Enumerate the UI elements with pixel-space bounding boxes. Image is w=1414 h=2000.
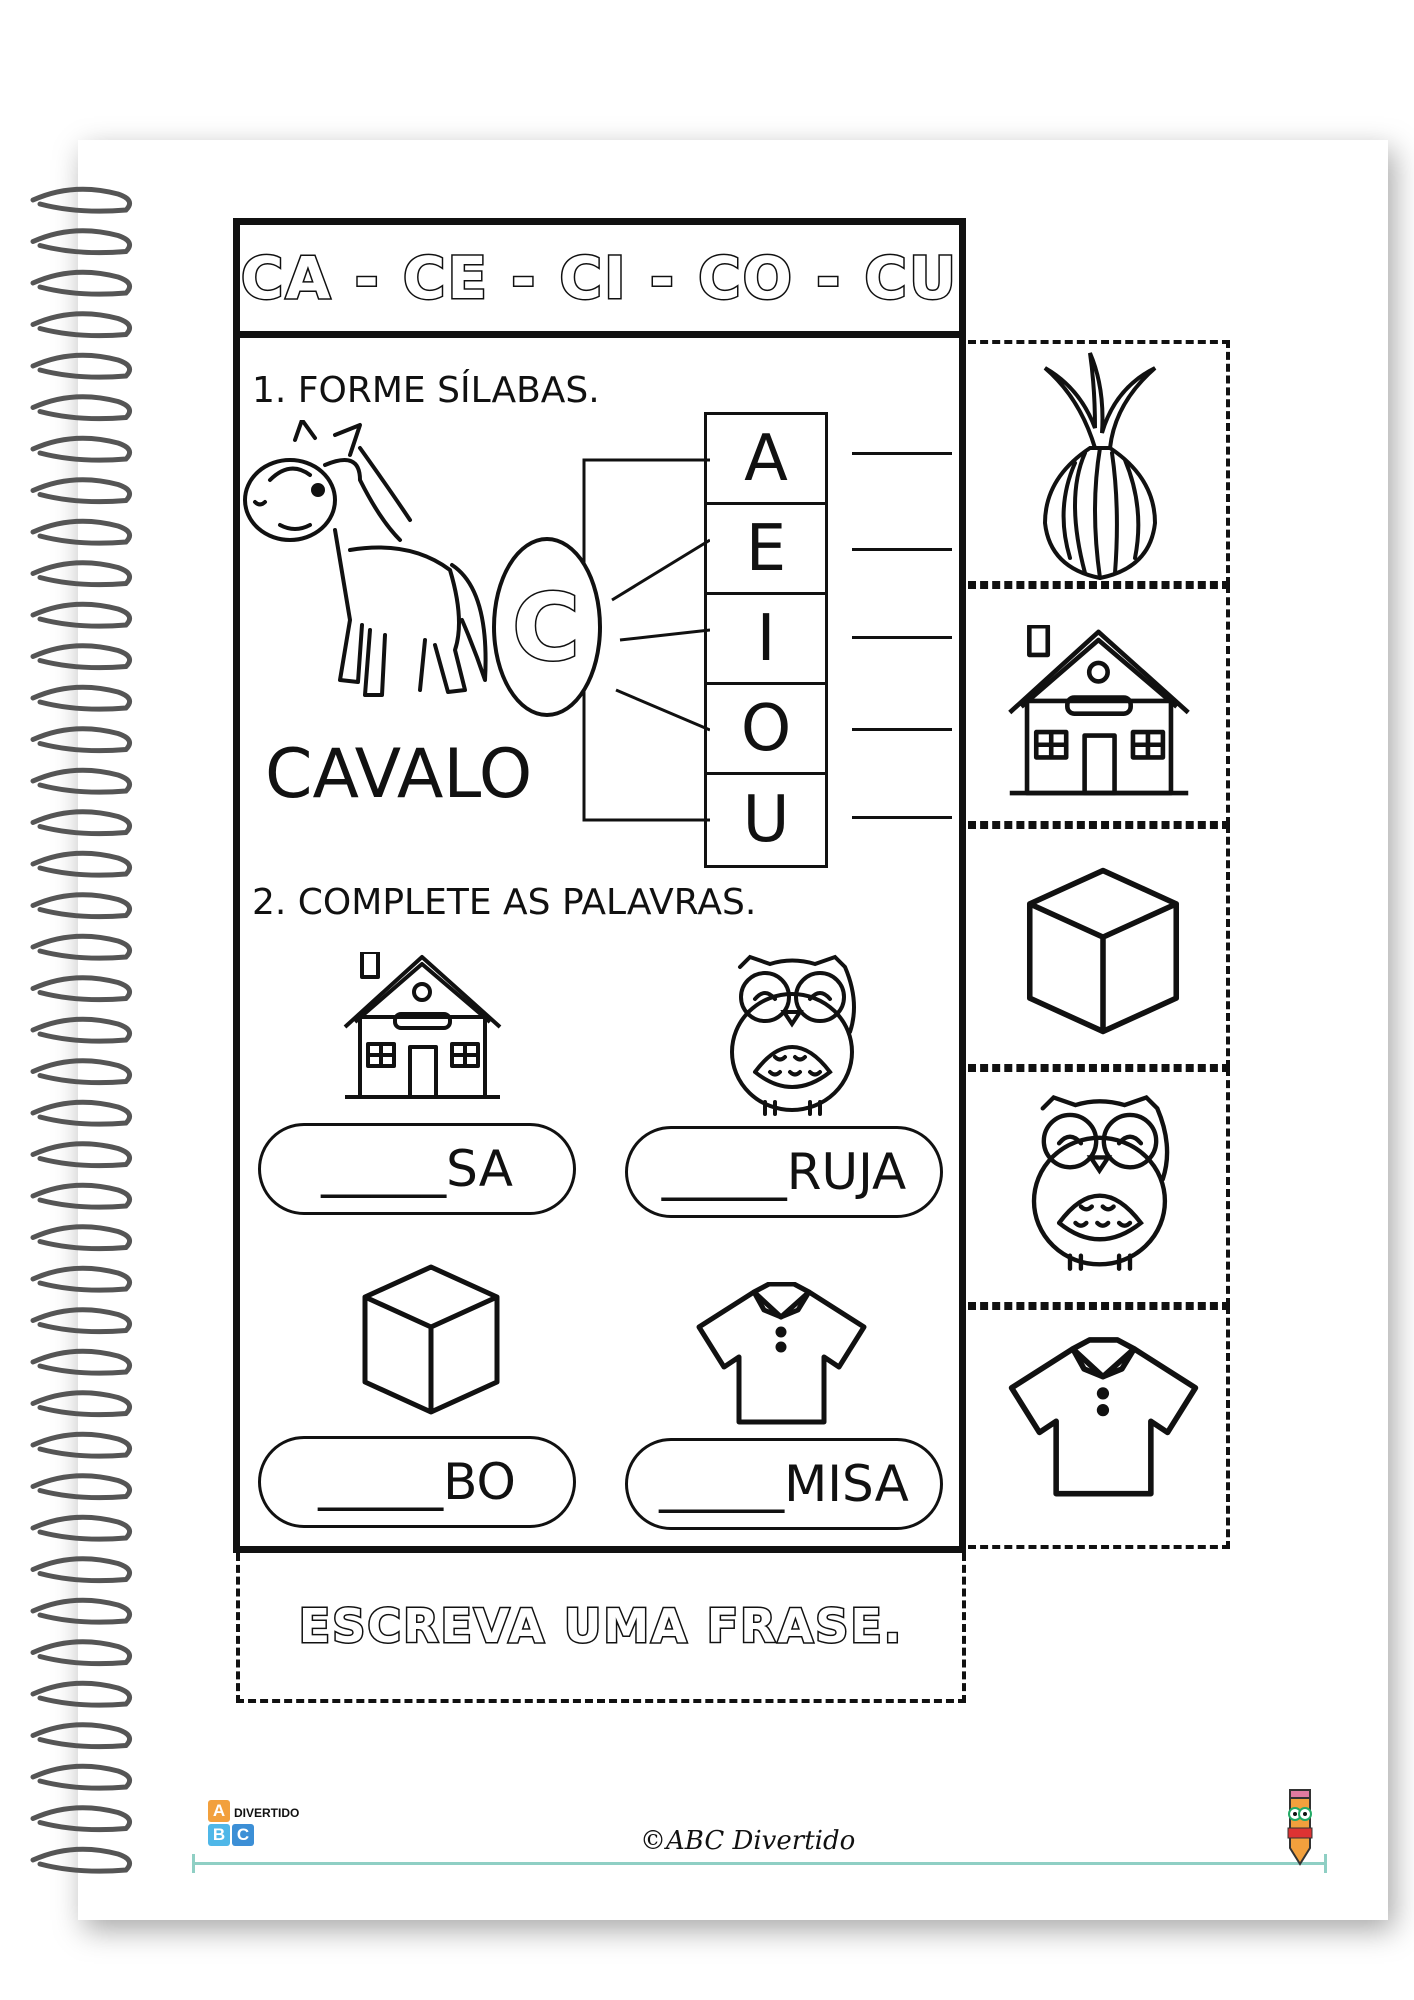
vowel-o: O (707, 685, 825, 775)
shirt-icon (1006, 1336, 1201, 1501)
blank: _____ (321, 1140, 447, 1198)
shirt-icon (694, 1282, 869, 1427)
write-sentence-box[interactable] (236, 1553, 966, 1703)
section1-heading: 1. FORME SÍLABAS. (252, 370, 600, 411)
logo-word: DIVERTIDO (234, 1806, 300, 1820)
answer-line-u[interactable] (852, 816, 952, 819)
blank: _____ (318, 1453, 444, 1511)
suffix: RUJA (786, 1143, 907, 1201)
vowel-e: E (707, 505, 825, 595)
suffix: MISA (784, 1455, 909, 1513)
fill-in-camisa[interactable] (625, 1438, 943, 1530)
copyright: ©ABC Divertido (640, 1826, 856, 1856)
fill-in-casa[interactable] (258, 1123, 576, 1215)
section2-heading: 2. COMPLETE AS PALAVRAS. (252, 882, 757, 923)
onion-icon (1040, 348, 1160, 583)
vowel-i: I (707, 595, 825, 685)
logo-letter-b: B (208, 1824, 230, 1846)
side-cell-shirt (968, 1306, 1230, 1549)
write-sentence-label: ESCREVA UMA FRASE. (298, 1599, 904, 1653)
side-cell-house (968, 585, 1230, 825)
answer-line-e[interactable] (852, 548, 952, 551)
title-box (233, 218, 966, 338)
fill-in-cubo[interactable] (258, 1436, 576, 1528)
blank: _____ (661, 1143, 787, 1201)
vowel-a: A (707, 415, 825, 505)
cube-icon (1024, 865, 1182, 1037)
page-title: CA - CE - CI - CO - CU (240, 244, 959, 312)
side-cell-cube (968, 825, 1230, 1068)
side-cell-onion (968, 340, 1230, 585)
house-icon (1004, 625, 1194, 800)
vowel-column (704, 412, 828, 868)
suffix: BO (443, 1453, 516, 1511)
cube-icon (360, 1262, 502, 1417)
footer-line (192, 1862, 1327, 1865)
answer-line-a[interactable] (852, 452, 952, 455)
word-cavalo: CAVALO (265, 735, 533, 814)
side-cell-owl (968, 1068, 1230, 1306)
suffix: SA (446, 1140, 513, 1198)
consonant-letter: C (512, 573, 582, 681)
logo-letter-a: A (208, 1800, 230, 1822)
answer-line-o[interactable] (852, 728, 952, 731)
vowel-u: U (742, 783, 790, 857)
fill-in-coruja[interactable] (625, 1126, 943, 1218)
blank: _____ (659, 1455, 785, 1513)
logo-letter-c: C (232, 1824, 254, 1846)
consonant-oval (492, 537, 602, 717)
owl-icon (1020, 1092, 1180, 1272)
owl-icon (720, 952, 865, 1117)
pencil-mascot-icon (1278, 1788, 1322, 1866)
horse-icon (240, 420, 510, 720)
answer-line-i[interactable] (852, 636, 952, 639)
house-icon (340, 952, 505, 1102)
